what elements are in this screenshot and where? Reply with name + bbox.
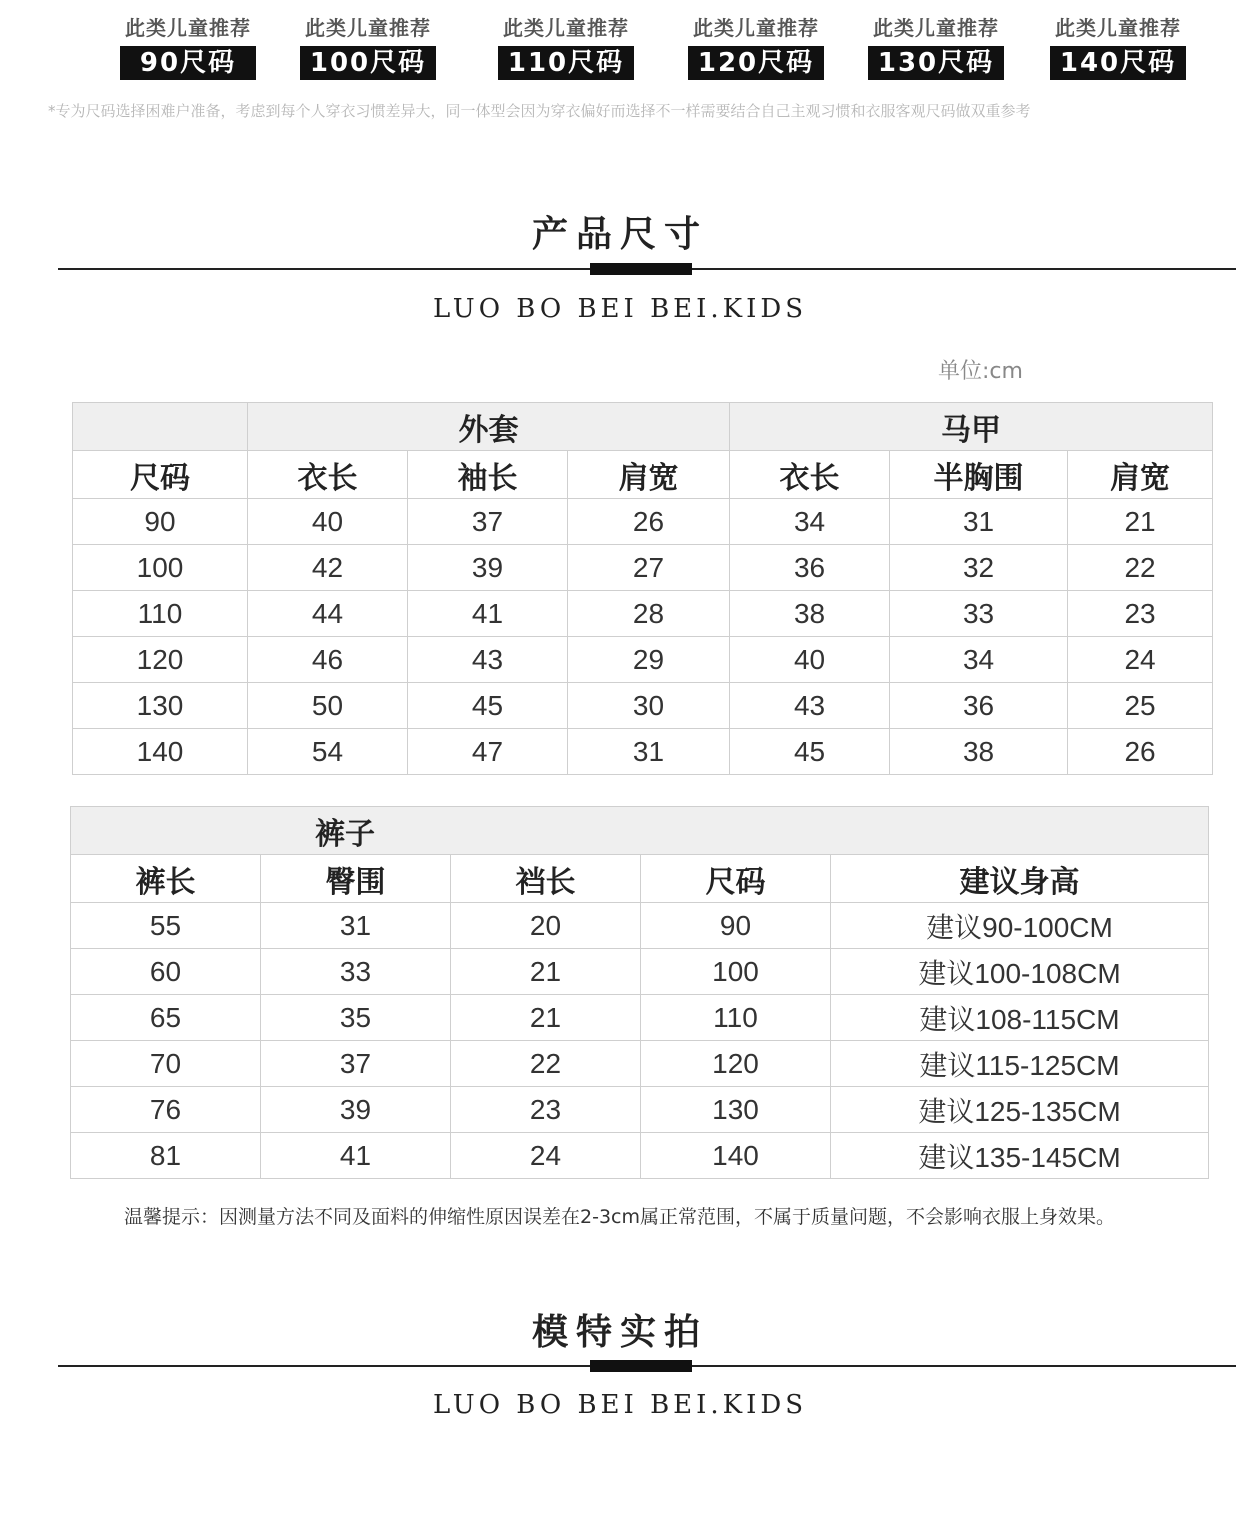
- recommendation-caption: 此类儿童推荐: [693, 16, 819, 40]
- table-cell: 37: [408, 499, 568, 545]
- table-cell: 21: [451, 995, 641, 1041]
- table-cell: 130: [641, 1087, 831, 1133]
- table-cell: 55: [71, 903, 261, 949]
- table-cell: 81: [71, 1133, 261, 1179]
- table-row: [71, 995, 1209, 1041]
- table-cell: 45: [408, 683, 568, 729]
- column-header: 臀围: [261, 855, 451, 903]
- group-header-empty: [73, 403, 248, 451]
- table-cell: 21: [1068, 499, 1213, 545]
- table-cell: 47: [408, 729, 568, 775]
- table-cell: 38: [730, 591, 890, 637]
- table-cell: 140: [641, 1133, 831, 1179]
- table-cell: 50: [248, 683, 408, 729]
- column-header: 衣长: [730, 451, 890, 499]
- measurement-tip: 温馨提示：因测量方法不同及面料的伸缩性原因误差在2-3cm属正常范围，不属于质量问题，不会影响衣服上身效果。: [124, 1206, 1115, 1228]
- column-header: 衣长: [248, 451, 408, 499]
- table-cell: 100: [73, 545, 248, 591]
- table-cell: 40: [730, 637, 890, 683]
- column-header: 尺码: [73, 451, 248, 499]
- table-row: [73, 637, 1213, 683]
- table-row: [73, 729, 1213, 775]
- table-cell: 41: [408, 591, 568, 637]
- recommendation-caption: 此类儿童推荐: [305, 16, 431, 40]
- table-cell: 22: [1068, 545, 1213, 591]
- table-cell: 26: [568, 499, 730, 545]
- table-cell: 43: [730, 683, 890, 729]
- recommendation-size-badge: 90尺码: [120, 46, 256, 80]
- table-cell: 90: [73, 499, 248, 545]
- recommendation-caption: 此类儿童推荐: [873, 16, 999, 40]
- table-cell: 140: [73, 729, 248, 775]
- column-header: 半胸围: [890, 451, 1068, 499]
- table-cell: 31: [261, 903, 451, 949]
- size-section-divider-accent: [590, 263, 692, 275]
- table-group-row: [73, 403, 1213, 451]
- table-cell: 42: [248, 545, 408, 591]
- table-row: [73, 499, 1213, 545]
- table-cell: 25: [1068, 683, 1213, 729]
- table-cell: 100: [641, 949, 831, 995]
- table-cell: 23: [451, 1087, 641, 1133]
- table-cell: 36: [730, 545, 890, 591]
- column-header: 尺码: [641, 855, 831, 903]
- table-cell: 24: [1068, 637, 1213, 683]
- recommendation-size-badge: 140尺码: [1050, 46, 1186, 80]
- table-cell: 110: [73, 591, 248, 637]
- group-header-coat: 外套: [248, 403, 730, 451]
- table-row: [71, 1041, 1209, 1087]
- table-cell: 建议115-125CM: [831, 1041, 1209, 1087]
- table-row: [73, 545, 1213, 591]
- table-cell: 32: [890, 545, 1068, 591]
- unit-label: 单位:cm: [938, 359, 1023, 384]
- column-header: 肩宽: [1068, 451, 1213, 499]
- table-cell: 建议100-108CM: [831, 949, 1209, 995]
- column-header: 肩宽: [568, 451, 730, 499]
- table-cell: 76: [71, 1087, 261, 1133]
- recommendation-note: *专为尺码选择困难户准备，考虑到每个人穿衣习惯差异大，同一体型会因为穿衣偏好而选择不一样需要结合自己主观习惯和衣服客观尺码做双重参考: [48, 102, 1031, 120]
- table-cell: 建议135-145CM: [831, 1133, 1209, 1179]
- table-cell: 30: [568, 683, 730, 729]
- table-cell: 20: [451, 903, 641, 949]
- recommendation-100: [298, 14, 438, 80]
- table-cell: 建议125-135CM: [831, 1087, 1209, 1133]
- table-cell: 28: [568, 591, 730, 637]
- table-cell: 39: [261, 1087, 451, 1133]
- table-cell: 120: [73, 637, 248, 683]
- table-cell: 120: [641, 1041, 831, 1087]
- recommendation-130: [866, 14, 1006, 80]
- table-cell: 31: [890, 499, 1068, 545]
- recommendation-size-badge: 100尺码: [300, 46, 436, 80]
- table-header-row: [73, 451, 1213, 499]
- table-cell: 45: [730, 729, 890, 775]
- table-row: [73, 591, 1213, 637]
- table-cell: 39: [408, 545, 568, 591]
- table-cell: 36: [890, 683, 1068, 729]
- table-cell: 31: [568, 729, 730, 775]
- table-cell: 90: [641, 903, 831, 949]
- coat-vest-size-table: [72, 402, 1213, 775]
- group-header-vest: 马甲: [730, 403, 1213, 451]
- model-section-divider-accent: [590, 1360, 692, 1372]
- table-cell: 23: [1068, 591, 1213, 637]
- table-row: [71, 949, 1209, 995]
- table-cell: 33: [261, 949, 451, 995]
- table-cell: 46: [248, 637, 408, 683]
- recommendation-110: [496, 14, 636, 80]
- table-cell: 70: [71, 1041, 261, 1087]
- table-cell: 43: [408, 637, 568, 683]
- table-row: [71, 903, 1209, 949]
- recommendation-caption: 此类儿童推荐: [1055, 16, 1181, 40]
- table-row: [71, 1133, 1209, 1179]
- size-section-brand: LUO BO BEI BEI.KIDS: [432, 294, 808, 324]
- table-cell: 34: [730, 499, 890, 545]
- table-cell: 建议108-115CM: [831, 995, 1209, 1041]
- recommendation-size-badge: 130尺码: [868, 46, 1004, 80]
- size-recommendation-strip: [0, 14, 1240, 88]
- table-cell: 65: [71, 995, 261, 1041]
- table-cell: 41: [261, 1133, 451, 1179]
- table-cell: 建议90-100CM: [831, 903, 1209, 949]
- group-header-pants: 裤子: [71, 807, 1209, 855]
- table-cell: 54: [248, 729, 408, 775]
- table-cell: 44: [248, 591, 408, 637]
- column-header: 裤长: [71, 855, 261, 903]
- table-cell: 110: [641, 995, 831, 1041]
- recommendation-caption: 此类儿童推荐: [503, 16, 629, 40]
- table-cell: 60: [71, 949, 261, 995]
- recommendation-caption: 此类儿童推荐: [125, 16, 251, 40]
- recommendation-120: [686, 14, 826, 80]
- table-cell: 29: [568, 637, 730, 683]
- table-cell: 22: [451, 1041, 641, 1087]
- column-header: 裆长: [451, 855, 641, 903]
- table-cell: 130: [73, 683, 248, 729]
- table-cell: 24: [451, 1133, 641, 1179]
- table-cell: 21: [451, 949, 641, 995]
- table-row: [71, 1087, 1209, 1133]
- recommendation-90: [118, 14, 258, 80]
- pants-size-table: [70, 806, 1209, 1179]
- model-section-title: 模特实拍: [531, 1312, 708, 1353]
- table-cell: 26: [1068, 729, 1213, 775]
- table-group-row: [71, 807, 1209, 855]
- table-cell: 34: [890, 637, 1068, 683]
- size-section-title: 产品尺寸: [531, 214, 708, 255]
- model-section-brand: LUO BO BEI BEI.KIDS: [432, 1390, 808, 1420]
- table-cell: 27: [568, 545, 730, 591]
- column-header: 袖长: [408, 451, 568, 499]
- table-header-row: [71, 855, 1209, 903]
- recommendation-size-badge: 110尺码: [498, 46, 634, 80]
- table-cell: 33: [890, 591, 1068, 637]
- table-cell: 38: [890, 729, 1068, 775]
- table-cell: 35: [261, 995, 451, 1041]
- table-row: [73, 683, 1213, 729]
- recommendation-140: [1048, 14, 1188, 80]
- recommendation-size-badge: 120尺码: [688, 46, 824, 80]
- column-header: 建议身高: [831, 855, 1209, 903]
- table-cell: 40: [248, 499, 408, 545]
- table-cell: 37: [261, 1041, 451, 1087]
